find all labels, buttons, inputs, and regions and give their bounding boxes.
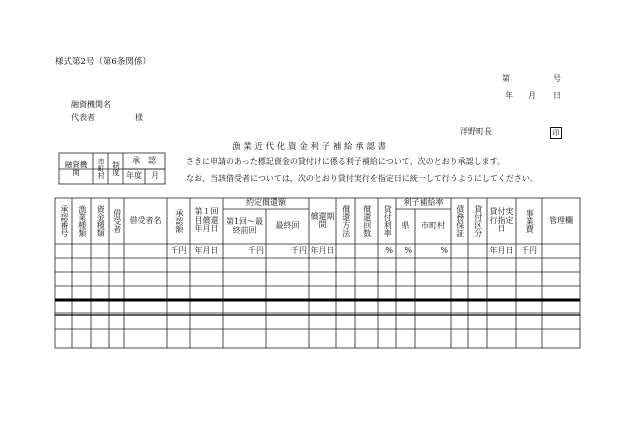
small-col-municipality: 市町村 [97, 158, 106, 179]
hdr-repay-method: 償還方法 [341, 205, 351, 237]
hdr-loan-category: 貸付区分 [473, 205, 483, 237]
hdr-approved-amount: 承認額 [174, 209, 184, 233]
small-year-label: 年度 [126, 171, 142, 181]
unit-final: 千円 [291, 245, 307, 255]
hdr-remarks: 管理欄 [549, 215, 573, 225]
hdr-scheduled-repay: 約定償還額 [246, 198, 286, 208]
hdr-subsidy-rate: 利子補給率 [403, 198, 444, 208]
date-day: 日 [553, 91, 561, 100]
small-system-label: 制度 [111, 161, 121, 176]
hdr-repay-period: 償還期間 [310, 211, 335, 229]
body-line-1: さきに申請のあった標記資金の貸付けに係る利子補給について、次のとおり承認します。 [186, 157, 505, 166]
unit-loan-rate: % [385, 245, 393, 255]
unit-municipality: % [440, 245, 448, 255]
hdr-loan-exec-date: 貸付実行指定日 [489, 207, 514, 234]
unit-repay-period: 年月日 [310, 245, 335, 255]
small-col-lender: 融資機関 [64, 160, 88, 177]
hdr-prefecture: 県 [401, 221, 410, 231]
recipient-honorific: 様 [135, 113, 143, 122]
date-month: 月 [528, 91, 536, 100]
seal-mark: 印 [550, 127, 562, 139]
hdr-borrower-name: 借受者名 [129, 215, 162, 225]
doc-number-suffix: 号 [553, 74, 561, 83]
hdr-repay-count: 償還回数 [362, 205, 372, 237]
recipient-rep: 代表者 [71, 113, 95, 122]
unit-first-repay-date: 年月日 [194, 245, 219, 255]
hdr-fishery-type: 漁業種類 [77, 205, 87, 237]
small-approval-label: 承 認 [132, 156, 156, 166]
small-month-label: 月 [151, 171, 159, 181]
hdr-approval-no: 承認番号 [59, 205, 69, 237]
form-number: 様式第2号（第6条関係） [55, 57, 151, 67]
document-title: 漁 業 近 代 化 資 金 利 子 補 給 承 認 書 [232, 142, 387, 152]
unit-approved-amount: 千円 [170, 245, 187, 255]
unit-first-to-last: 千円 [248, 245, 264, 255]
hdr-borrower: 借受者 [112, 209, 122, 233]
hdr-loan-rate: 貸付利率 [383, 205, 393, 237]
unit-prefecture: % [404, 245, 412, 255]
date-year: 年 [505, 91, 513, 100]
issuer-name: 洋野町長 [460, 127, 492, 136]
doc-number-label: 第 [502, 74, 510, 83]
hdr-debt-guarantee: 債務保証 [455, 205, 465, 237]
recipient-org: 融資機関名 [71, 100, 111, 109]
hdr-first-repay-date: 第１回目償還年月日 [194, 207, 219, 234]
hdr-project-cost: 事業費 [525, 209, 535, 233]
unit-loan-exec-date: 年月日 [489, 245, 514, 255]
hdr-final: 最終回 [275, 221, 300, 231]
hdr-first-to-last: 第1回〜最終前回 [225, 217, 264, 235]
hdr-municipality: 市町村 [421, 221, 445, 231]
body-line-2: なお、当該借受者については、次のとおり貸付実行を指定日に統一して行うようにしてください。 [186, 174, 538, 183]
unit-project-cost: 千円 [521, 245, 537, 255]
hdr-fund-type: 資金種類 [96, 205, 106, 237]
